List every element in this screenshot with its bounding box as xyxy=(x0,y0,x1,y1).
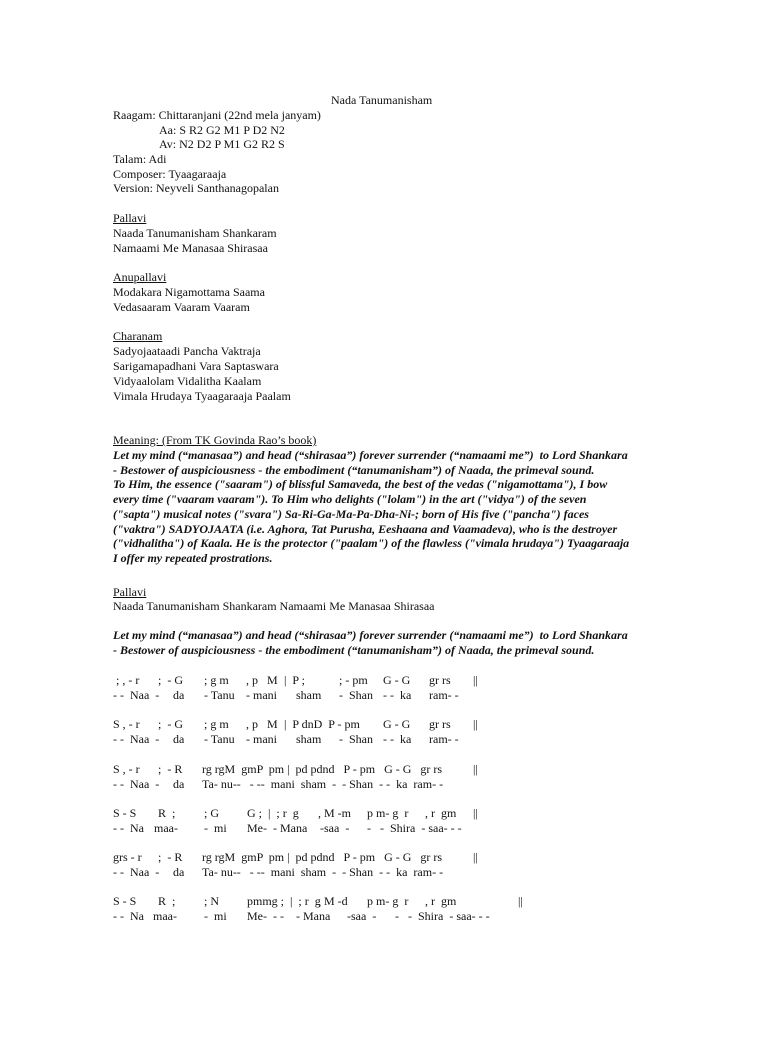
lyric-syllable: - Mana xyxy=(296,908,331,923)
pallavi-line: Namaami Me Manasaa Shirasaa xyxy=(113,241,268,255)
meaning-line: - Bestower of auspiciousness - the embodiment (“tanumanisham”) of Naada, the primeval sound. xyxy=(113,642,595,657)
swara-note: || xyxy=(473,850,478,864)
lyric-syllable: - Tanu xyxy=(204,731,235,746)
pallavi-line: Naada Tanumanisham Shankaram xyxy=(113,226,277,240)
lyric-syllable: Me- - Mana xyxy=(247,820,308,835)
swara-block xyxy=(113,894,673,924)
swara-note: rg rgM gmP pm | pd pdnd P - pm G - G gr rs xyxy=(202,762,443,776)
swara-note: , p M xyxy=(246,673,278,687)
pallavi-heading: Pallavi xyxy=(113,211,147,225)
lyric-syllable: -saa - xyxy=(347,908,377,923)
lyric-syllable: Ta- nu-- - -- mani sham - - Shan - - ka ram- - xyxy=(202,776,444,791)
swara-note: ; - R xyxy=(158,762,183,776)
swara-lyrics-row xyxy=(113,865,673,880)
lyric-syllable: - Tanu xyxy=(204,687,235,702)
lyric-syllable: - - Na xyxy=(113,820,144,835)
lyric-syllable: - mani xyxy=(246,731,277,746)
lyric-syllable: da xyxy=(173,776,185,791)
swara-lyrics-row xyxy=(113,732,673,747)
lyric-syllable: sham xyxy=(296,731,322,746)
lyric-syllable: - - Naa - xyxy=(113,731,160,746)
swara-note: S - S xyxy=(113,806,137,820)
lyric-syllable: - - Naa - xyxy=(113,864,160,879)
charanam-line: Vimala Hrudaya Tyaagaraaja Paalam xyxy=(113,389,291,403)
swara-note: , M -d xyxy=(318,894,348,908)
swara-note: || xyxy=(473,717,478,731)
lyric-syllable: - - Shira - saa- - - xyxy=(367,820,462,835)
lyric-syllable: ram- - xyxy=(429,687,459,702)
swara-note: || xyxy=(473,806,478,820)
lyric-syllable: - mi xyxy=(204,820,227,835)
swara-note: R ; xyxy=(158,894,176,908)
swara-lyrics-row xyxy=(113,821,673,836)
swara-note: || xyxy=(518,894,523,908)
swara-note: ; N xyxy=(204,894,219,908)
arohanam-line: Aa: S R2 G2 M1 P D2 N2 xyxy=(159,123,285,137)
pallavi2-heading: Pallavi xyxy=(113,585,147,599)
swara-note: ; - pm xyxy=(339,673,368,687)
swara-note: | P dnD P - pm xyxy=(284,717,360,731)
talam-line: Talam: Adi xyxy=(113,152,167,166)
charanam-line: Vidyaalolam Vidalitha Kaalam xyxy=(113,374,262,388)
swara-notes-row xyxy=(113,717,673,732)
swara-note: || xyxy=(473,762,478,776)
swara-note: R ; xyxy=(158,806,176,820)
swara-note: G - G xyxy=(383,673,411,687)
swara-note: ; - G xyxy=(158,717,183,731)
lyric-syllable: - - Naa - xyxy=(113,776,160,791)
swara-note: G - G xyxy=(383,717,411,731)
meaning-paragraph xyxy=(113,448,653,566)
swara-note: ; G xyxy=(204,806,219,820)
swara-notes-row xyxy=(113,894,673,909)
swara-note: G ; | ; r g xyxy=(247,806,299,820)
swara-note: ; g m xyxy=(204,717,229,731)
swara-notes-row xyxy=(113,762,673,777)
composer-line: Composer: Tyaagaraaja xyxy=(113,167,227,181)
avarohanam-line: Av: N2 D2 P M1 G2 R2 S xyxy=(159,137,285,151)
raagam-line: Raagam: Chittaranjani (22nd mela janyam) xyxy=(113,108,321,122)
swara-block xyxy=(113,850,673,880)
meaning-line: every time ("vaaram vaaram"). To Him who delights ("lolam") in the art ("vidya") of the seven xyxy=(113,492,587,507)
version-line: Version: Neyveli Santhanagopalan xyxy=(113,181,279,195)
swara-note: ; - R xyxy=(158,850,183,864)
lyric-syllable: Me- - - xyxy=(247,908,284,923)
lyric-syllable: - - Naa - xyxy=(113,687,160,702)
meaning-line: Let my mind (“manasaa”) and head (“shirasaa”) forever surrender (“namaami me”) to Lord Shankara xyxy=(113,628,628,642)
lyric-syllable: - - ka xyxy=(383,687,412,702)
charanam-line: Sarigamapadhani Vara Saptaswara xyxy=(113,359,279,373)
anupallavi-heading: Anupallavi xyxy=(113,270,167,284)
meaning-heading: Meaning: (From TK Govinda Rao’s book) xyxy=(113,433,317,447)
doc-title: Nada Tanumanisham xyxy=(331,93,433,107)
lyric-syllable: - Shan xyxy=(339,687,373,702)
lyric-syllable: Ta- nu-- - -- mani sham - - Shan - - ka ram- - xyxy=(202,864,444,879)
lyric-syllable: - mani xyxy=(246,687,277,702)
swara-note: grs - r xyxy=(113,850,142,864)
lyric-syllable: ram- - xyxy=(429,731,459,746)
swara-note: S , - r xyxy=(113,762,140,776)
swara-notes-row xyxy=(113,806,673,821)
swara-note: ; g m xyxy=(204,673,229,687)
swara-block xyxy=(113,806,673,836)
lyric-syllable: da xyxy=(173,687,185,702)
lyric-syllable: - Shan xyxy=(339,731,373,746)
swara-note: pmmg ; | ; r g xyxy=(247,894,321,908)
anupallavi-line: Vedasaaram Vaaram Vaaram xyxy=(113,300,250,314)
charanam-heading: Charanam xyxy=(113,329,163,343)
swara-note: , p M xyxy=(246,717,278,731)
lyric-syllable: - - ka xyxy=(383,731,412,746)
meaning2-paragraph xyxy=(113,628,653,657)
swara-note: , r gm xyxy=(425,894,457,908)
anupallavi-line: Modakara Nigamottama Saama xyxy=(113,285,265,299)
swara-notes-row xyxy=(113,850,673,865)
meaning-line: ("vidhalitha") of Kaala. He is the protector ("paalam") of the flawless ("vimala hrudaya") Tyaagaraaja xyxy=(113,536,630,551)
lyric-syllable: da xyxy=(173,731,185,746)
swara-block xyxy=(113,673,673,703)
lyric-syllable: da xyxy=(173,864,185,879)
swara-note: p m- g r xyxy=(367,894,409,908)
swara-note: S , - r xyxy=(113,717,140,731)
meaning-line: ("sapta") musical notes ("svara") Sa-Ri-Ga-Ma-Pa-Dha-Ni-; born of His five ("pancha") faces xyxy=(113,506,589,521)
swara-lyrics-row xyxy=(113,909,673,924)
swara-note: , M -m xyxy=(318,806,351,820)
charanam-line: Sadyojaataadi Pancha Vaktraja xyxy=(113,344,261,358)
swara-note: ; , - r xyxy=(113,673,140,687)
swara-block xyxy=(113,717,673,747)
meaning-line: - Bestower of auspiciousness - the embodiment (“tanumanisham”) of Naada, the primeval sound. xyxy=(113,462,595,477)
swara-note: | P ; xyxy=(284,673,305,687)
lyric-syllable: sham xyxy=(296,687,322,702)
meaning-line: Let my mind (“manasaa”) and head (“shirasaa”) forever surrender (“namaami me”) to Lord Shankara xyxy=(113,448,628,462)
swara-block xyxy=(113,762,673,792)
swara-note: S - S xyxy=(113,894,137,908)
meaning-line: I offer my repeated prostrations. xyxy=(113,550,273,565)
lyric-syllable: - mi xyxy=(204,908,227,923)
swara-notes-row xyxy=(113,673,673,688)
swara-note: gr rs xyxy=(429,673,451,687)
pallavi2-line: Naada Tanumanisham Shankaram Namaami Me Manasaa Shirasaa xyxy=(113,599,435,613)
swara-note: gr rs xyxy=(429,717,451,731)
swara-note: , r gm xyxy=(425,806,457,820)
swara-note: || xyxy=(473,673,478,687)
swara-lyrics-row xyxy=(113,688,673,703)
meaning-line: To Him, the essence ("saaram") of blissful Samaveda, the best of the vedas ("nigamottama"), I bow xyxy=(113,477,608,492)
lyric-syllable: - - Shira - saa- - - xyxy=(395,908,490,923)
swara-note: p m- g r xyxy=(367,806,409,820)
swara-note: rg rgM gmP pm | pd pdnd P - pm G - G gr rs xyxy=(202,850,443,864)
swara-lyrics-row xyxy=(113,777,673,792)
lyric-syllable: - - Na maa- xyxy=(113,908,177,923)
lyric-syllable: maa- xyxy=(154,820,178,835)
lyric-syllable: -saa - xyxy=(320,820,350,835)
swara-note: ; - G xyxy=(158,673,183,687)
meaning-line: ("vaktra") SADYOJAATA (i.e. Aghora, Tat Purusha, Eeshaana and Vaamadeva), who is the destroyer xyxy=(113,521,618,536)
